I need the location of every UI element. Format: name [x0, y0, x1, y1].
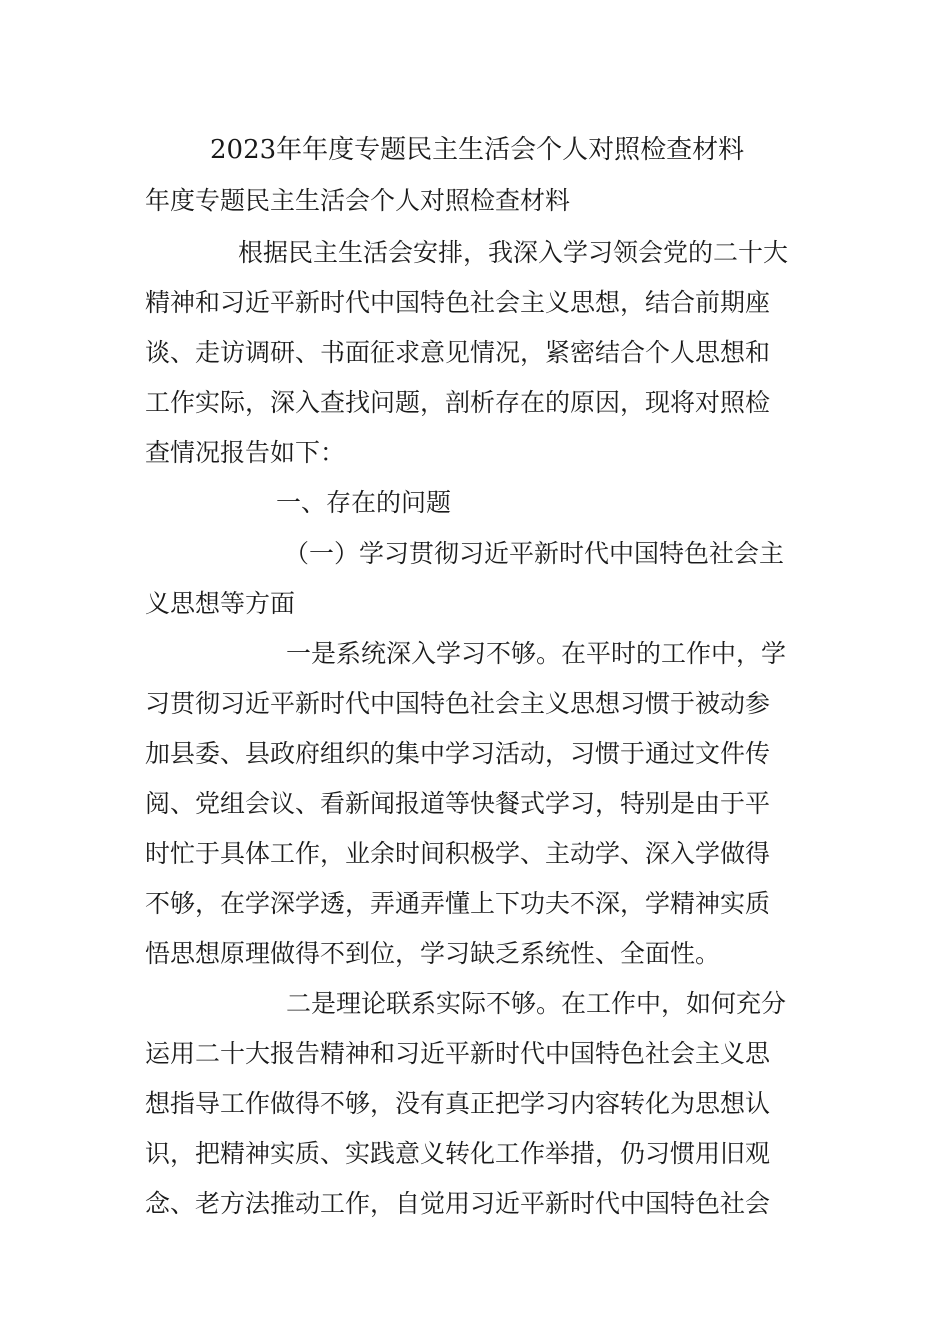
intro-line: 查情况报告如下：: [145, 438, 346, 467]
document-subtitle: 年度专题民主生活会个人对照检查材料: [145, 186, 571, 215]
point2-line: 识，把精神实质、实践意义转化工作举措，仍习惯用旧观: [145, 1139, 771, 1168]
intro-line: 谈、走访调研、书面征求意见情况，紧密结合个人思想和: [145, 338, 771, 367]
point2-line: 运用二十大报告精神和习近平新时代中国特色社会主义思: [145, 1039, 771, 1068]
point2-line: 想指导工作做得不够，没有真正把学习内容转化为思想认: [145, 1089, 771, 1118]
point1-line: 一是系统深入学习不够。在平时的工作中，学: [286, 639, 787, 668]
subsection-line: （一）学习贯彻习近平新时代中国特色社会主: [284, 539, 785, 568]
point2-line: 念、老方法推动工作，自觉用习近平新时代中国特色社会: [145, 1189, 771, 1218]
point1-line: 加县委、县政府组织的集中学习活动，习惯于通过文件传: [145, 739, 771, 768]
point1-line: 悟思想原理做得不到位，学习缺乏系统性、全面性。: [145, 939, 721, 968]
intro-line: 工作实际，深入查找问题，剖析存在的原因，现将对照检: [145, 388, 771, 417]
document-title: 2023年年度专题民主生活会个人对照检查材料: [210, 135, 745, 165]
section-heading: 一、存在的问题: [276, 488, 452, 517]
point2-line: 二是理论联系实际不够。在工作中，如何充分: [286, 989, 787, 1018]
intro-line: 根据民主生活会安排，我深入学习领会党的二十大: [238, 238, 789, 267]
point1-line: 不够，在学深学透，弄通弄懂上下功夫不深，学精神实质: [145, 889, 771, 918]
subsection-line: 义思想等方面: [145, 589, 296, 618]
intro-line: 精神和习近平新时代中国特色社会主义思想，结合前期座: [145, 288, 771, 317]
point1-line: 时忙于具体工作，业余时间积极学、主动学、深入学做得: [145, 839, 771, 868]
point1-line: 阅、党组会议、看新闻报道等快餐式学习，特别是由于平: [145, 789, 771, 818]
point1-line: 习贯彻习近平新时代中国特色社会主义思想习惯于被动参: [145, 689, 771, 718]
